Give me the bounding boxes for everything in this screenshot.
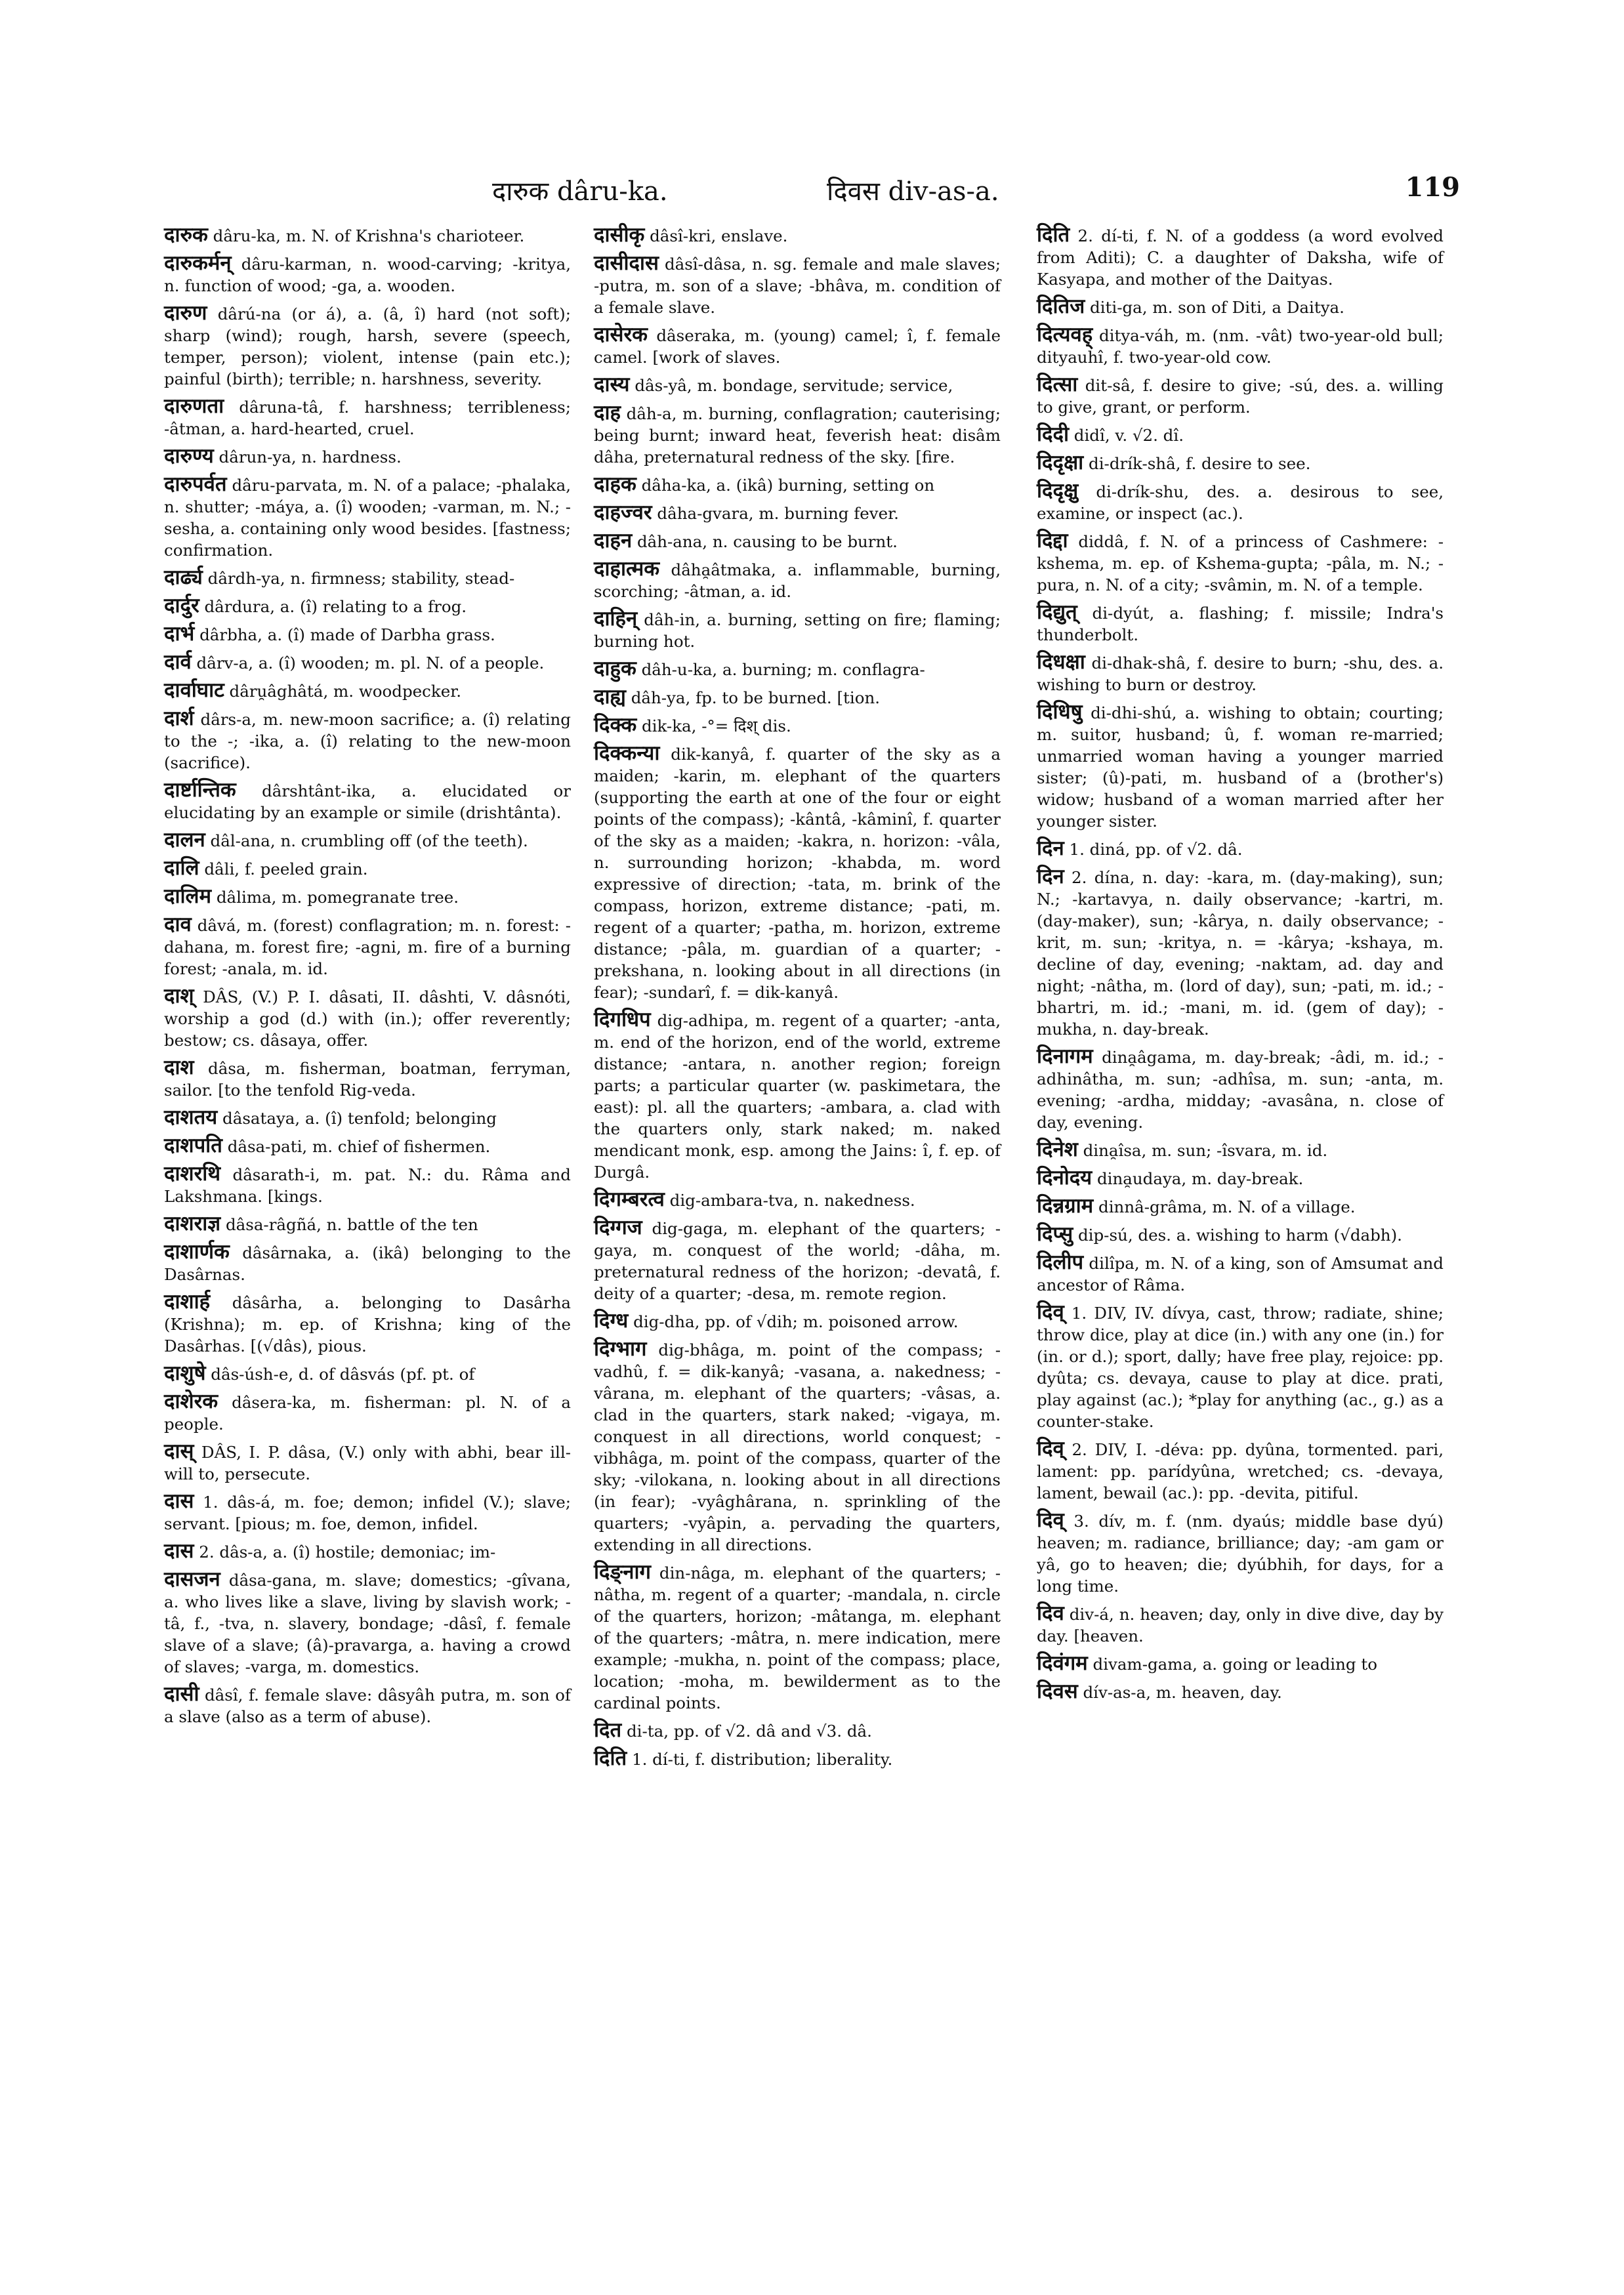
entry-headword-devanagari: दिग्भाग [594, 1337, 647, 1361]
dictionary-entry [164, 1163, 571, 1207]
dictionary-entry [164, 1569, 571, 1678]
entry-definition: 2. DIV, I. -déva: pp. dyûna, tormented. pari, lament: pp. parídyûna, wretched; cs. -devaya, lament, bewail (ac.): pp. -devita, pitiful. [1037, 1440, 1444, 1502]
dictionary-entry [1037, 1195, 1444, 1218]
dictionary-entry [164, 985, 571, 1051]
running-header [164, 172, 1460, 211]
entry-definition: dâha-gvara, m. burning fever. [657, 504, 899, 523]
entry-headword-devanagari: दिधक्षा [1037, 650, 1085, 674]
entry-headword-devanagari: दासजन [164, 1567, 220, 1591]
entry-definition: dâsera-ka, m. fisherman: pl. N. of a people. [164, 1393, 571, 1434]
entry-headword-devanagari: दाहक [594, 472, 636, 496]
entry-definition: didî, v. √2. dî. [1073, 426, 1184, 445]
entry-headword-devanagari: दालिम [164, 884, 212, 908]
entry-headword-devanagari: दाह्य [594, 685, 626, 709]
entry-definition: divam-gama, a. going or leading to [1093, 1655, 1377, 1674]
entry-headword-devanagari: दिनेश [1037, 1138, 1078, 1161]
dictionary-entry [1037, 452, 1444, 474]
entry-headword-devanagari: दार्भ [164, 622, 195, 646]
entry-headword-devanagari: दाश् [164, 984, 194, 1008]
dictionary-entry [594, 686, 1001, 709]
entry-headword-devanagari: दिङ्नाग [594, 1560, 651, 1584]
entry-headword-devanagari: दिवंगम [1037, 1651, 1088, 1675]
dictionary-entry [164, 224, 571, 247]
dictionary-entry [594, 374, 1001, 396]
dictionary-entry [1037, 701, 1444, 832]
entry-headword-devanagari: दित [594, 1718, 622, 1742]
entry-definition: dâru-karman, n. wood-carving; -kritya, n. function of wood; -ga, a. wooden. [164, 255, 571, 295]
entry-headword-devanagari: दाहिन् [594, 607, 638, 631]
entry-definition: dig-gaga, m. elephant of the quarters; -gaya, m. conquest of the world; -dâha, m. preternatural redness of the horizon; -devatâ, f. deity of a quarter; -desa, m. remote region. [594, 1219, 1001, 1303]
dictionary-entry [594, 502, 1001, 524]
entry-definition: dâsârnaka, a. (ikâ) belonging to the Dasârnas. [164, 1243, 571, 1284]
dictionary-entry [594, 474, 1001, 496]
dictionary-entry [1037, 480, 1444, 524]
entry-definition: dâru-ka, m. N. of Krishna's charioteer. [213, 226, 525, 245]
dictionary-entry [594, 1720, 1001, 1742]
entry-headword-devanagari: दाशतय [164, 1106, 218, 1129]
entry-definition: dârbha, a. (î) made of Darbha grass. [199, 625, 495, 644]
entry-headword-devanagari: दाशराज्ञ [164, 1212, 221, 1235]
entry-definition: dina̯îsa, m. sun; -îsvara, m. id. [1083, 1141, 1328, 1160]
dictionary-entry [1037, 1653, 1444, 1675]
dictionary-entry [164, 779, 571, 823]
entry-definition: div-á, n. heaven; day, only in dive dive, day by day. [heaven. [1037, 1605, 1444, 1645]
dictionary-entry [1037, 530, 1444, 596]
entry-headword-devanagari: दिव् [1037, 1508, 1064, 1532]
entry-headword-devanagari: दास् [164, 1439, 194, 1463]
entry-definition: di-drík-shâ, f. desire to see. [1089, 454, 1311, 473]
dictionary-entry [594, 1748, 1001, 1770]
entry-definition: dâru̯âghâtá, m. woodpecker. [229, 682, 462, 701]
dictionary-entry [164, 1491, 571, 1535]
dictionary-entry [1037, 1438, 1444, 1504]
entry-headword-devanagari: दिवस [1037, 1680, 1078, 1703]
entry-definition: 3. dív, m. f. (nm. dyaús; middle base dyú) heaven; m. radiance, brilliance; day; -am gam or yâ, go to heaven; die; dyúbhih, for days, for a long time. [1037, 1512, 1444, 1596]
entry-definition: 1. dâs-á, m. foe; demon; infidel (V.); slave; servant. [pious; m. foe, demon, infidel. [164, 1493, 571, 1533]
entry-headword-devanagari: दिग्गज [594, 1216, 642, 1239]
entry-definition: dâha̯âtmaka, a. inflammable, burning, scorching; -âtman, a. id. [594, 560, 1001, 601]
entry-headword-devanagari: दिद्दा [1037, 529, 1068, 552]
dictionary-entry [1037, 1224, 1444, 1246]
entry-headword-devanagari: दिनोदय [1037, 1166, 1093, 1189]
entry-headword-devanagari: दाहुक [594, 657, 636, 680]
entry-headword-devanagari: दिप्सु [1037, 1222, 1073, 1246]
dictionary-entry [594, 1561, 1001, 1714]
dictionary-entry [594, 1338, 1001, 1556]
dictionary-entry [164, 651, 571, 674]
header-right-guideword: दिवस div-as-a. [827, 176, 999, 207]
entry-definition: dârv-a, a. (î) wooden; m. pl. N. of a people. [196, 653, 545, 672]
entry-headword-devanagari: दाशुषे [164, 1361, 206, 1385]
entry-headword-devanagari: दालि [164, 856, 199, 880]
entry-definition: dâsarath-i, m. pat. N.: du. Râma and Lakshmana. [kings. [164, 1165, 571, 1206]
entry-definition: dâh-ya, fp. to be burned. [tion. [631, 688, 881, 707]
entry-definition: di-dhi-shú, a. wishing to obtain; courting; m. suitor, husband; û, f. woman re-married; unmarried woman having a younger married sister; (û)-pati, m. husband of a (brother's) widow; husband of a woman married after her younger sister. [1037, 703, 1444, 831]
dictionary-entry [1037, 1046, 1444, 1133]
entry-definition: dina̯udaya, m. day-break. [1096, 1169, 1304, 1188]
entry-definition: dâlima, m. pomegranate tree. [216, 888, 459, 907]
dictionary-entry [164, 1291, 571, 1357]
dictionary-entry [594, 608, 1001, 652]
entry-headword-devanagari: दाहात्मक [594, 557, 660, 581]
entry-headword-devanagari: दाशार्ह [164, 1290, 211, 1313]
entry-headword-devanagari: दिधिषु [1037, 700, 1083, 724]
dictionary-entry [594, 558, 1001, 602]
entry-definition: dâh-ana, n. causing to be burnt. [636, 532, 898, 551]
entry-definition: dâs-úsh-e, d. of dâsvás (pf. pt. of [211, 1365, 475, 1384]
entry-headword-devanagari: दारुकर्मन् [164, 251, 232, 275]
entry-headword-devanagari: दित्सा [1037, 373, 1078, 396]
entry-definition: dâsa, m. fisherman, boatman, ferryman, sailor. [to the tenfold Rig-veda. [164, 1059, 571, 1100]
entry-headword-devanagari: दारुण्य [164, 444, 214, 468]
dictionary-entry [164, 1363, 571, 1385]
entry-headword-devanagari: दिव् [1037, 1437, 1064, 1460]
entry-headword-devanagari: दार्ढ्य [164, 566, 203, 589]
entry-definition: dik-ka, -°= दिश् dis. [642, 716, 791, 735]
dictionary-entry [1037, 1167, 1444, 1189]
entry-headword-devanagari: दिनागम [1037, 1044, 1093, 1068]
entry-headword-devanagari: दालन [164, 828, 205, 852]
entry-headword-devanagari: दिन [1037, 865, 1064, 888]
dictionary-entry [594, 1189, 1001, 1211]
entry-headword-devanagari: दाशेरक [164, 1390, 219, 1413]
dictionary-entry [164, 914, 571, 980]
entry-definition: dilîpa, m. N. of a king, son of Amsumat and ancestor of Râma. [1037, 1254, 1444, 1294]
dictionary-entry [594, 324, 1001, 368]
entry-definition: 2. dâs-a, a. (î) hostile; demoniac; im- [199, 1542, 496, 1561]
entry-headword-devanagari: दिति [1037, 223, 1070, 247]
dictionary-entry [164, 302, 571, 390]
dictionary-entry [1037, 374, 1444, 418]
dictionary-entry [164, 445, 571, 468]
entry-definition: dâl-ana, n. crumbling off (of the teeth). [210, 831, 528, 850]
entry-headword-devanagari: दिग्ध [594, 1309, 629, 1333]
entry-headword-devanagari: दास [164, 1489, 194, 1513]
entry-definition: dip-sú, des. a. wishing to harm (√dabh). [1077, 1226, 1402, 1245]
dictionary-entry [164, 1540, 571, 1563]
dictionary-entry [164, 708, 571, 774]
entry-headword-devanagari: दाव [164, 913, 192, 936]
entry-definition: din-nâga, m. elephant of the quarters; -nâtha, m. regent of a quarter; -mandala, n. circle of the quarters, horizon; -mâtanga, m. elephant of the quarters; -mâtra, n. mere indication, mere example; -mukha, n. point of the compass; place, location; -moha, m. bewilderment as to the cardinal points. [594, 1563, 1001, 1712]
entry-definition: diddâ, f. N. of a princess of Cashmere: -kshema, m. ep. of Kshema-gupta; -pâla, m. N.; -pura, n. N. of a city; -svâmin, m. N. of a temple. [1037, 532, 1444, 594]
entry-definition: dâsa-pati, m. chief of fishermen. [227, 1137, 491, 1156]
dictionary-entry [1037, 1603, 1444, 1647]
dictionary-entry [594, 402, 1001, 468]
entry-headword-devanagari: दितिज [1037, 295, 1085, 318]
entry-definition: dâh-a, m. burning, conflagration; cauterising; being burnt; inward heat, feverish heat: disâm dâha, preternatural redness of the sky. [fire. [594, 404, 1001, 466]
entry-definition: dâvá, m. (forest) conflagration; m. n. forest: -dahana, m. forest fire; -agni, m. fire of a burning forest; -anala, m. id. [164, 916, 571, 978]
entry-headword-devanagari: दार्श [164, 707, 194, 730]
entry-definition: dâsî-kri, enslave. [650, 226, 788, 245]
entry-definition: dârdura, a. (î) relating to a frog. [204, 597, 467, 616]
entry-definition: dit-sâ, f. desire to give; -sú, des. a. willing to give, grant, or perform. [1037, 376, 1444, 417]
entry-definition: dâsataya, a. (î) tenfold; belonging [222, 1109, 497, 1128]
entry-definition: dig-ambara-tva, n. nakedness. [669, 1191, 915, 1210]
entry-headword-devanagari: दाशपति [164, 1134, 222, 1157]
dictionary-entry [164, 1391, 571, 1435]
dictionary-entry [164, 1107, 571, 1129]
entry-definition: dâsa-râgñá, n. battle of the ten [225, 1215, 478, 1234]
entry-headword-devanagari: दिदृक्षा [1037, 451, 1084, 474]
entry-headword-devanagari: दिव् [1037, 1300, 1064, 1324]
entry-headword-devanagari: दाहन [594, 529, 633, 552]
entry-definition: 2. dí-ti, f. N. of a goddess (a word evolved from Aditi); C. a daughter of Daksha, wife of Kasyapa, and mother of the Daityas. [1037, 226, 1444, 289]
dictionary-entry [1037, 1302, 1444, 1432]
dictionary-entry [164, 474, 571, 561]
dictionary-entry [594, 224, 1001, 247]
dictionary-entry [164, 1441, 571, 1485]
dictionary-entry [164, 680, 571, 702]
entry-headword-devanagari: दिन्नग्राम [1037, 1194, 1094, 1218]
entry-definition: dina̯âgama, m. day-break; -âdi, m. id.; -adhinâtha, m. sun; -adhîsa, m. sun; -anta, m. evening; -ardha, midday; -avasâna, n. close of day, evening. [1037, 1048, 1444, 1132]
entry-definition: DÂS, (V.) P. I. dâsati, II. dâshti, V. dâsnóti, worship a god (d.) with (in.); offer reverently; bestow; cs. dâsaya, offer. [164, 987, 571, 1050]
dictionary-entry [594, 743, 1001, 1003]
entry-definition: 1. diná, pp. of √2. dâ. [1069, 840, 1243, 859]
dictionary-entry [594, 530, 1001, 552]
dictionary-entry [164, 396, 571, 440]
entry-headword-devanagari: दिद्युत् [1037, 600, 1077, 624]
entry-headword-devanagari: दाश [164, 1056, 194, 1079]
entry-headword-devanagari: दासेरक [594, 323, 648, 346]
entry-definition: dâru-parvata, m. N. of a palace; -phalaka, n. shutter; -máya, a. (î) wooden; -varman, m. N.; -sesha, a. containing only wood besides. [fastness; confirmation. [164, 476, 571, 560]
entry-definition: 1. dí-ti, f. distribution; liberality. [632, 1750, 893, 1769]
header-left-guideword: दारुक dâru-ka. [492, 176, 668, 207]
dictionary-entry [164, 829, 571, 852]
entry-definition: dâs-yâ, m. bondage, servitude; service, [635, 376, 953, 395]
entry-headword-devanagari: दाशरथि [164, 1162, 221, 1186]
dictionary-entry [1037, 1510, 1444, 1597]
column-middle [594, 224, 1001, 1776]
dictionary-entry [1037, 866, 1444, 1040]
entry-definition: dâsî, f. female slave: dâsyâh putra, m. son of a slave (also as a term of abuse). [164, 1685, 571, 1726]
entry-headword-devanagari: दिदी [1037, 423, 1069, 446]
dictionary-entry [594, 1009, 1001, 1183]
entry-headword-devanagari: दारुपर्वत [164, 472, 227, 496]
entry-definition: dâsârha, a. belonging to Dasârha (Krishna); m. ep. of Krishna; king of the Dasârhas. [(√dâs), pious. [164, 1293, 571, 1355]
dictionary-entry [164, 595, 571, 617]
dictionary-entry [164, 1135, 571, 1157]
entry-definition: dig-adhipa, m. regent of a quarter; -anta, m. end of the horizon, end of the world, extreme distance; -antara, n. another region; foreign parts; a particular quarter (w. paskimetara, the east): pl. all the quarters; -ambara, a. clad with the quarters only, stark naked; m. naked mendicant monk, esp. among the Jains: î, f. ep. of Durgâ. [594, 1011, 1001, 1182]
column-left [164, 224, 571, 1733]
dictionary-entry [1037, 324, 1444, 368]
entry-definition: dik-kanyâ, f. quarter of the sky as a maiden; -karin, m. elephant of the quarters (supporting the earth at one of the four or eight points of the compass); -kântâ, -kâminî, f. quarter of the sky as a maiden; -kakra, n. horizon: -vâla, n. surrounding horizon; -khabda, m. word expressive of direction; -tata, m. brink of the compass, horizon, extreme distance; -pati, m. regent of a quarter; -patha, m. horizon, extreme distance; -pâla, m. guardian of a quarter; -prekshana, n. looking about in all directions (in fear); -sundarî, f. = dik-kanyâ. [594, 745, 1001, 1002]
dictionary-entry [1037, 602, 1444, 646]
entry-headword-devanagari: दार्ष्टान्तिक [164, 778, 236, 802]
entry-headword-devanagari: दासीदास [594, 251, 659, 275]
entry-definition: 2. dína, n. day: -kara, m. (day-making), sun; N.; -kartavya, n. daily observance; -kartri, m. (day-maker), sun; -kârya, n. daily observance; -krit, m. sun; -kritya, n. = -kârya; -kshaya, m. decline of day, evening; -naktam, ad. day and night; -nâtha, m. (lord of day), sun; -pati, m. id.; -bhartri, m. id.; -mani, m. id. (gem of day); -mukha, n. day-break. [1037, 868, 1444, 1039]
dictionary-entry [594, 714, 1001, 737]
entry-headword-devanagari: दासी [164, 1682, 199, 1706]
entry-definition: dív-as-a, m. heaven, day. [1083, 1683, 1282, 1702]
entry-definition: dâh-in, a. burning, setting on fire; flaming; burning hot. [594, 610, 1001, 651]
entry-headword-devanagari: दिति [594, 1747, 627, 1770]
entry-definition: dâli, f. peeled grain. [204, 859, 368, 879]
entry-headword-devanagari: दाशार्णक [164, 1240, 230, 1264]
entry-definition: dâruna-tâ, f. harshness; terribleness; -âtman, a. hard-hearted, cruel. [164, 398, 571, 438]
entry-definition: dârdh-ya, n. firmness; stability, stead- [207, 569, 515, 588]
column-right [1037, 224, 1444, 1709]
entry-headword-devanagari: दास्य [594, 373, 630, 396]
entry-headword-devanagari: दार्दुर [164, 594, 199, 617]
entry-definition: dig-dha, pp. of √dih; m. poisoned arrow. [633, 1312, 959, 1331]
dictionary-entry [164, 858, 571, 880]
dictionary-entry [594, 1310, 1001, 1333]
dictionary-entry [1037, 1681, 1444, 1703]
dictionary-entry [164, 623, 571, 646]
entry-definition: di-dyút, a. flashing; f. missile; Indra's thunderbolt. [1037, 604, 1444, 644]
entry-definition: di-dhak-shâ, f. desire to burn; -shu, des. a. wishing to burn or destroy. [1037, 653, 1444, 694]
entry-definition: diti-ga, m. son of Diti, a Daitya. [1090, 298, 1344, 317]
dictionary-entry [594, 658, 1001, 680]
entry-headword-devanagari: दिव [1037, 1602, 1064, 1625]
entry-definition: dârshtânt-ika, a. elucidated or elucidating by an example or simile (drishtânta). [164, 781, 571, 822]
entry-headword-devanagari: दिगधिप [594, 1008, 651, 1031]
dictionary-entry [1037, 224, 1444, 290]
entry-headword-devanagari: दिक्क [594, 713, 637, 737]
entry-definition: dâha-ka, a. (ikâ) burning, setting on [641, 476, 935, 495]
entry-definition: DÂS, I. P. dâsa, (V.) only with abhi, bear ill-will to, persecute. [164, 1443, 572, 1483]
entry-headword-devanagari: दिलीप [1037, 1251, 1084, 1274]
entry-headword-devanagari: दारुक [164, 223, 208, 247]
dictionary-entry [1037, 296, 1444, 318]
entry-definition: dig-bhâga, m. point of the compass; -vadhû, f. = dik-kanyâ; -vasana, a. nakedness; -vârana, m. elephant of the quarters; -vâsas, a. clad in the quarters, stark naked; -vigaya, m. conquest in all directions, world conquest; -vibhâga, m. point of the compass, quarter of the sky; -vilokana, n. looking about in all directions (in fear); -vyâghârana, n. sprinkling of the quarters; -vyâpin, a. pervading the quarters, extending in all directions. [594, 1340, 1001, 1554]
dictionary-entry [164, 886, 571, 908]
dictionary-entry [594, 1217, 1001, 1304]
dictionary-entry [164, 253, 571, 297]
entry-headword-devanagari: दासीकृ [594, 223, 645, 247]
entry-headword-devanagari: दित्यवह् [1037, 323, 1093, 346]
entry-definition: dâseraka, m. (young) camel; î, f. female camel. [work of slaves. [594, 326, 1001, 367]
entry-definition: 1. DIV, IV. dívya, cast, throw; radiate, shine; throw dice, play at dice (in.) with any one (in.) for (in. or d.); sport, dally; have free play, rejoice: pp. dyûta; cs. devaya, cause to play at dice. prati, play against (ac.); *play for anything (ac., g.) as a counter-stake. [1037, 1304, 1444, 1431]
entry-definition: dârun-ya, n. hardness. [219, 447, 402, 466]
dictionary-entry [1037, 424, 1444, 446]
page-number: 119 [1405, 172, 1460, 203]
entry-definition: dâsî-dâsa, n. sg. female and male slaves; -putra, m. son of a slave; -bhâva, m. condition of a female slave. [594, 255, 1001, 317]
dictionary-entry [594, 253, 1001, 318]
entry-definition: dârú-na (or á), a. (â, î) hard (not soft); sharp (wind); rough, harsh, severe (speech, temper, person); violent, intense (pain etc.); painful (birth); terrible; n. harshness, severity. [164, 304, 571, 388]
dictionary-entry [164, 1684, 571, 1727]
dictionary-entry [164, 567, 571, 589]
entry-headword-devanagari: दार्व [164, 650, 192, 674]
entry-headword-devanagari: दार्वाघाट [164, 678, 224, 702]
entry-headword-devanagari: दाह [594, 401, 621, 424]
entry-headword-devanagari: दिगम्बरत्व [594, 1188, 665, 1211]
entry-definition: ditya-váh, m. (nm. -vât) two-year-old bull; dityauhî, f. two-year-old cow. [1037, 326, 1444, 367]
entry-headword-devanagari: दारुणता [164, 394, 224, 418]
dictionary-entry [1037, 651, 1444, 695]
entry-definition: di-ta, pp. of √2. dâ and √3. dâ. [626, 1722, 872, 1741]
entry-definition: dâh-u-ka, a. burning; m. conflagra- [641, 660, 925, 679]
dictionary-entry [164, 1057, 571, 1101]
entry-headword-devanagari: दिन [1037, 837, 1064, 860]
entry-headword-devanagari: दारुण [164, 301, 207, 325]
entry-headword-devanagari: दिक्कन्या [594, 741, 660, 765]
entry-definition: dinnâ-grâma, m. N. of a village. [1098, 1197, 1356, 1216]
entry-headword-devanagari: दिदृक्षु [1037, 479, 1079, 503]
dictionary-entry [1037, 1139, 1444, 1161]
dictionary-entry [1037, 1252, 1444, 1296]
entry-definition: di-drík-shu, des. a. desirous to see, examine, or inspect (ac.). [1037, 482, 1444, 523]
entry-definition: dârs-a, m. new-moon sacrifice; a. (î) relating to the -; -ika, a. (î) relating to the new-moon (sacrifice). [164, 710, 571, 772]
entry-headword-devanagari: दाहज्वर [594, 501, 652, 524]
entry-headword-devanagari: दास [164, 1539, 194, 1563]
dictionary-entry [1037, 838, 1444, 860]
entry-definition: dâsa-gana, m. slave; domestics; -gîvana, a. who lives like a slave, living by slavish work; -tâ, f., -tva, n. slavery, bondage; -dâsî, f. female slave of a slave; (â)-pravarga, a. having a crowd of slaves; -varga, m. domestics. [164, 1571, 571, 1676]
dictionary-entry [164, 1213, 571, 1235]
dictionary-entry [164, 1241, 571, 1285]
